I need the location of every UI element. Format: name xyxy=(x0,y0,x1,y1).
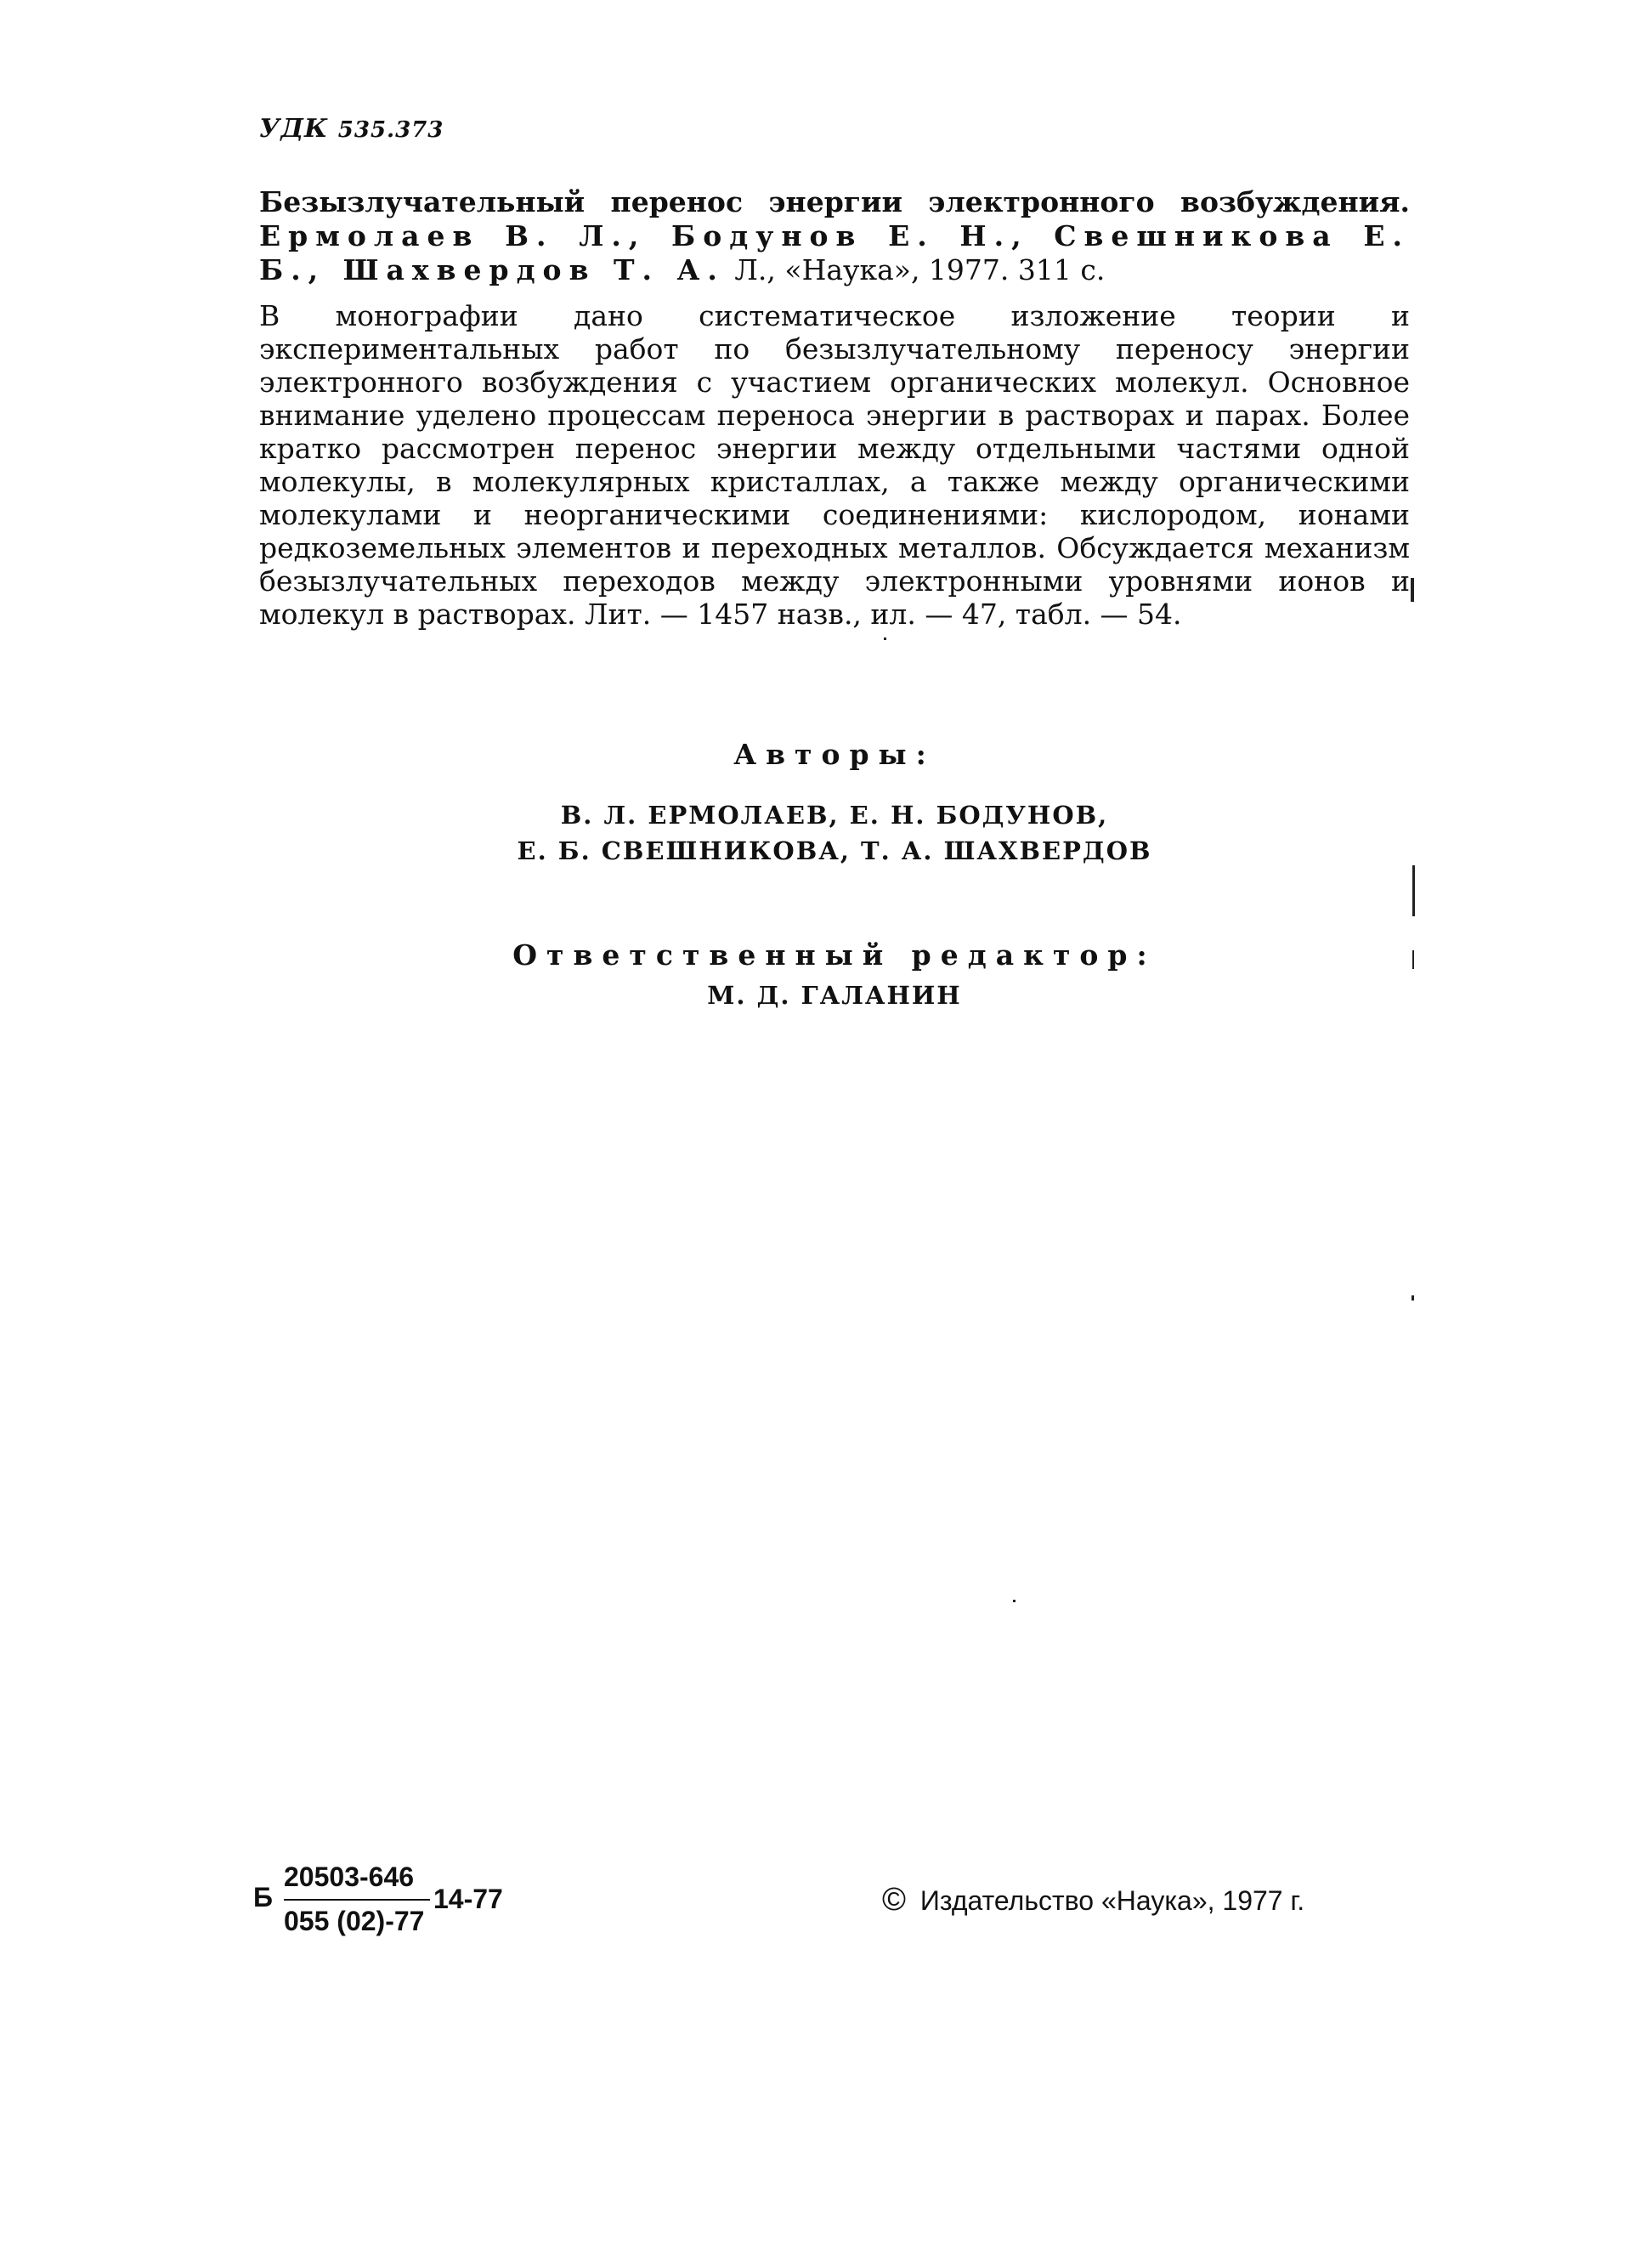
authors-heading: Авторы: xyxy=(733,738,936,771)
code-fraction-line xyxy=(284,1899,430,1901)
authors-line-2: Е. Б. СВЕШНИКОВА, Т. А. ШАХВЕРДОВ xyxy=(517,836,1152,865)
editor-heading: Ответственный редактор: xyxy=(512,938,1157,972)
udk-label: УДК xyxy=(259,114,329,144)
scan-artifact xyxy=(1412,1295,1414,1300)
scan-artifact xyxy=(1013,1600,1016,1602)
scan-artifact xyxy=(1411,578,1414,602)
udk-number: 535.373 xyxy=(337,117,444,143)
code-denominator: 055 (02)-77 xyxy=(284,1906,425,1936)
code-numerator: 20503-646 xyxy=(284,1862,415,1892)
copyright-text: Издательство «Наука», 1977 г. xyxy=(919,1885,1305,1916)
code-letter: Б xyxy=(253,1882,273,1912)
citation-authors: Ермолаев В. Л., Бодунов Е. Н., Свешникова Е. Б., Шахвердов Т. А. xyxy=(259,219,1410,286)
udk-line xyxy=(259,114,444,144)
copyright-icon: © xyxy=(882,1882,906,1918)
authors-list xyxy=(259,797,1410,869)
bibliographic-citation xyxy=(259,185,1410,287)
scan-artifact xyxy=(1412,865,1415,916)
code-suffix: 14-77 xyxy=(433,1884,503,1914)
citation-title: Безызлучательный перенос энергии электронного возбуждения. xyxy=(259,185,1410,218)
authors-line-1: В. Л. ЕРМОЛАЕВ, Е. Н. БОДУНОВ, xyxy=(560,801,1109,830)
editor-name: М. Д. ГАЛАНИН xyxy=(707,981,962,1010)
citation-imprint: Л., «Наука», 1977. 311 с. xyxy=(734,253,1106,286)
abstract-paragraph: В монографии дано систематическое изложение теории и экспериментальных работ по безызлучательному переносу энергии электронного возбуждения с участием органических молекул. Основное внимание уделено процессам переноса энергии в растворах и парах. Более кратко рассмотрен перенос энергии между отдельными частями одной молекулы, в молекулярных кристаллах, а также между органическими молекулами и неорганическими соединениями: кислородом, ионами редкоземельных элементов и переходных металлов. Обсуждается механизм безызлучательных переходов между электронными уровнями ионов и молекул в растворах. Лит. — 1457 назв., ил. — 47, табл. — 54. xyxy=(259,299,1410,631)
scan-artifact xyxy=(1412,950,1414,969)
scan-artifact xyxy=(884,638,886,640)
copyright-line xyxy=(882,1882,1304,1918)
